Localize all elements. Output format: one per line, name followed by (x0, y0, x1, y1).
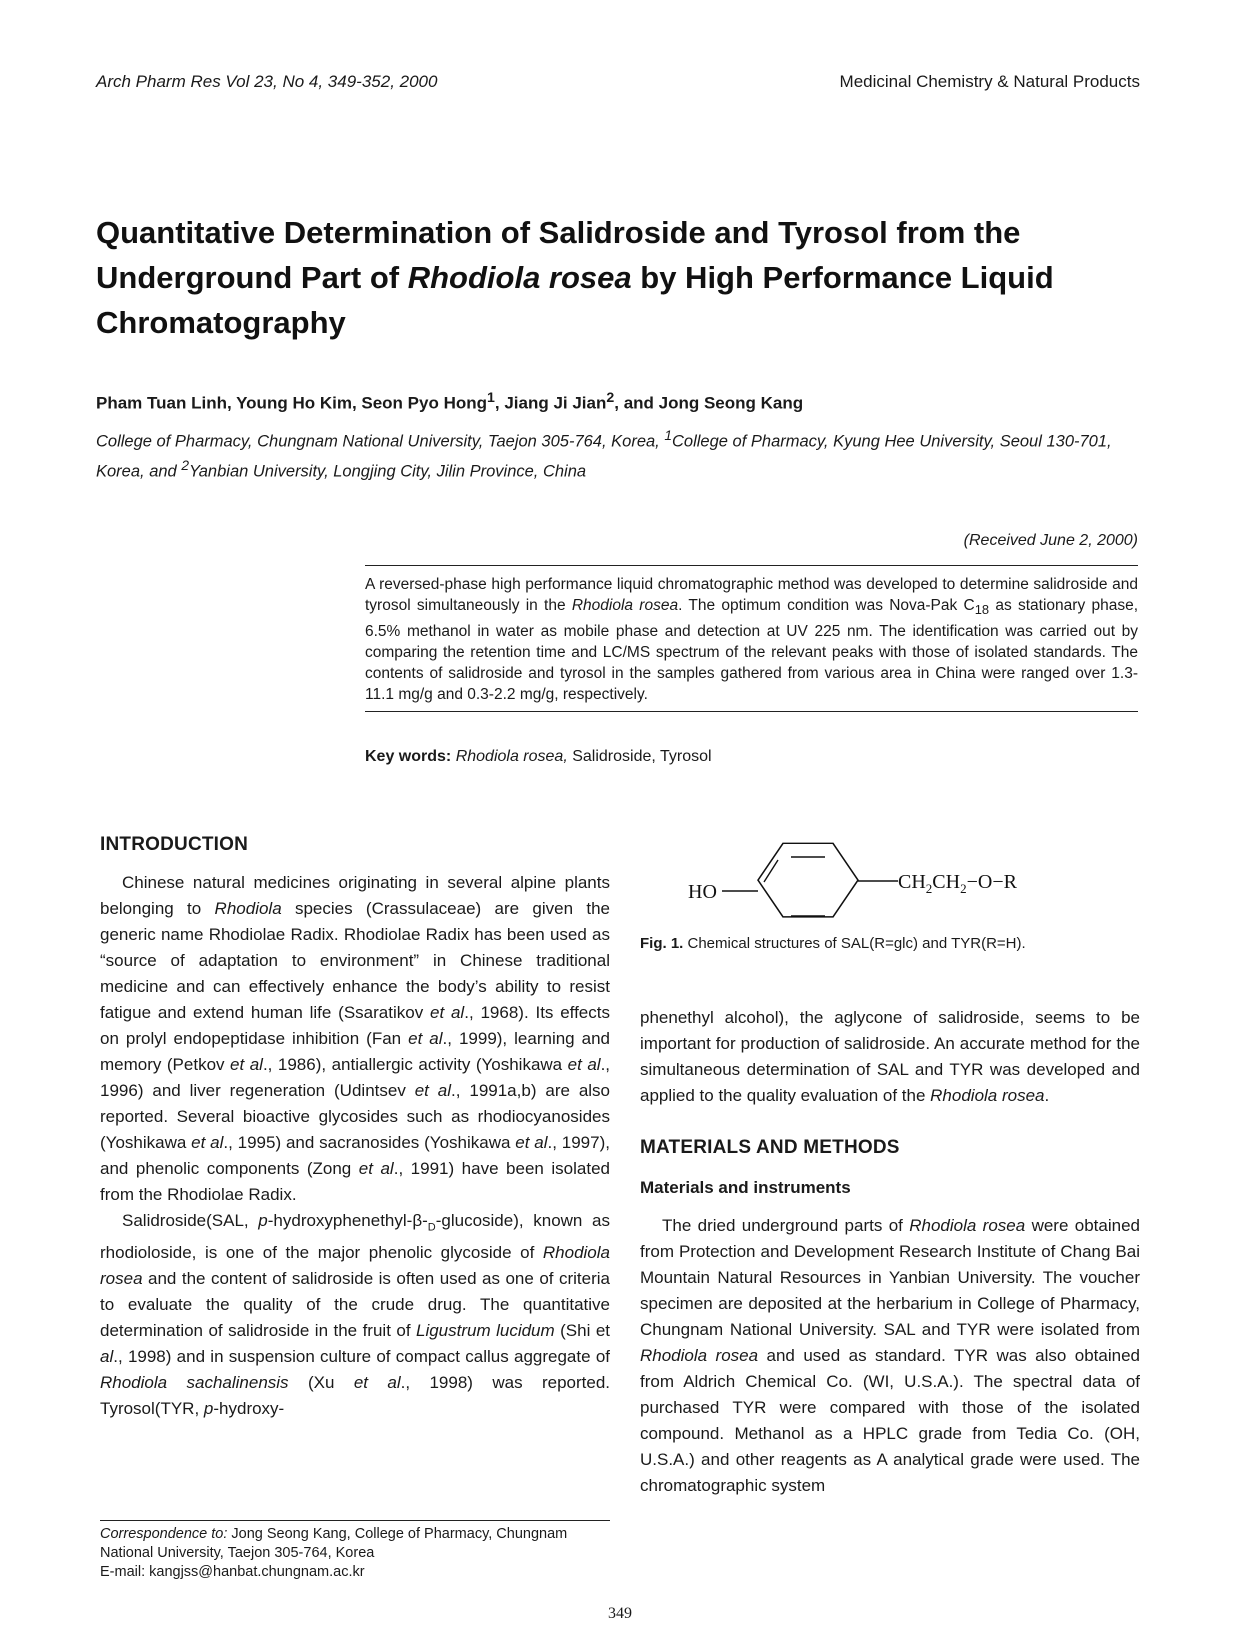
correspondence-footnote: Correspondence to: Jong Seong Kang, College of Pharmacy, Chungnam National University, Taejon 305-764, Korea E-mail: kangjss@hanbat.chungnam.ac.kr (100, 1520, 610, 1582)
keywords: Key words: Rhodiola rosea, Salidroside, Tyrosol (365, 748, 712, 765)
abstract: A reversed-phase high performance liquid chromatographic method was developed to determine salidroside and tyrosol simultaneously in the Rhodiola rosea. The optimum condition was Nova-Pak $C_{18}$ as stationary phase, 6.5% methanol in water as mobile phase and detection at UV 225 nm. The identification was carried out by comparing the retention time and LC/MS spectrum of the relevant peaks with those of isolated standards. The contents of salidroside and tyrosol in the samples gathered from various area in China were ranged over 1.3-11.1 mg/g and 0.3-2.2 mg/g, respectively. (365, 565, 1138, 712)
methods-heading: MATERIALS AND METHODS (640, 1137, 900, 1158)
figure-1 (640, 830, 1140, 990)
left-column (100, 832, 610, 1422)
figure-caption: Fig. 1. Chemical structures of SAL(R=glc) and TYR(R=H). (640, 935, 1026, 952)
benzene-ring (758, 843, 858, 917)
journal-reference: Arch Pharm Res Vol 23, No 4, 349-352, 2000 (96, 72, 438, 91)
intro-continued: phenethyl alcohol), the aglycone of salidroside, seems to be important for production of salidroside. An accurate method for the simultaneous determination of SAL and TYR was developed and applied to the quality evaluation of the Rhodiola rosea. (640, 1008, 1140, 1105)
double-bond-left (764, 860, 778, 882)
author-list: Pham Tuan Linh, Young Ho Kim, Seon Pyo Hong$^1$, Jiang Ji Jian$^2$, and Jong Seong Kang (96, 390, 804, 413)
hydroxyl-group: HO (688, 881, 717, 903)
journal-section: Medicinal Chemistry & Natural Products (839, 72, 1140, 91)
introduction-heading: INTRODUCTION (100, 834, 249, 855)
intro-paragraph-2: Salidroside(SAL, $p-hydroxyphenethyl-\beta-_D-glucoside$), known as rhodioloside, is one of the major phenolic glycoside of Rhodiola rosea and the content of salidroside is often used as one of criteria to evaluate the quality of the crude drug. The quantitative determination of salidroside in the fruit of Ligustrum lucidum (Shi et al., 1998) and in suspension culture of compact callus aggregate of Rhodiola sachalinensis (Xu et al., 1998) was reported. Tyrosol(TYR, p-hydroxy- (100, 1211, 611, 1419)
materials-paragraph: The dried underground parts of Rhodiola rosea were obtained from Protection and Development Research Institute of Chang Bai Mountain Natural Resources in Yanbian University. The voucher specimen are deposited at the herbarium in College of Pharmacy, Chungnam National University. SAL and TYR were isolated from Rhodiola rosea and used as standard. TYR was also obtained from Aldrich Chemical Co. (WI, U.S.A.). The spectral data of purchased TYR were compared with those of the isolated compound. Methanol as a HPLC grade from Tedia Co. (OH, U.S.A.) and other reagents as A analytical grade were used. The chromatographic system (640, 1216, 1140, 1495)
paper-title: Quantitative Determination of Salidroside and Tyrosol from the Underground Part of Rhodiola rosea by High Performance Liquid Chromatography (96, 215, 1054, 340)
received-date: (Received June 2, 2000) (963, 532, 1138, 549)
side-chain: $CH_2CH_2-O-R$ (898, 871, 1017, 896)
page-number: 349 (608, 1605, 632, 1622)
chemical-structure (640, 830, 1140, 930)
materials-subheading: Materials and instruments (640, 1178, 851, 1197)
right-column (640, 1005, 1140, 1499)
affiliations: College of Pharmacy, Chungnam National University, Taejon 305-764, Korea, $^1$College of Pharmacy, Kyung Hee University, Seoul 130-701, Korea, and $^2$Yanbian University, Longjing City, Jilin Province, China (96, 428, 1112, 480)
intro-paragraph-1: Chinese natural medicines originating in several alpine plants belonging to Rhodiola species (Crassulaceae) are given the generic name Rhodiolae Radix. Rhodiolae Radix has been used as “source of adaptation to environment” in Chinese traditional medicine and can effectively enhance the body’s ability to resist fatigue and extend human life (Ssaratikov et al., 1968). Its effects on prolyl endopeptidase inhibition (Fan et al., 1999), learning and memory (Petkov et al., 1986), antiallergic activity (Yoshikawa et al., 1996) and liver regeneration (Udintsev et al., 1991a,b) are also reported. Several bioactive glycosides such as rhodiocyanosides (Yoshikawa et al., 1995) and sacranosides (Yoshikawa et al., 1997), and phenolic components (Zong et al., 1991) have been isolated from the Rhodiolae Radix. (100, 873, 611, 1204)
correspondence-email: E-mail: kangjss@hanbat.chungnam.ac.kr (100, 1564, 365, 1580)
